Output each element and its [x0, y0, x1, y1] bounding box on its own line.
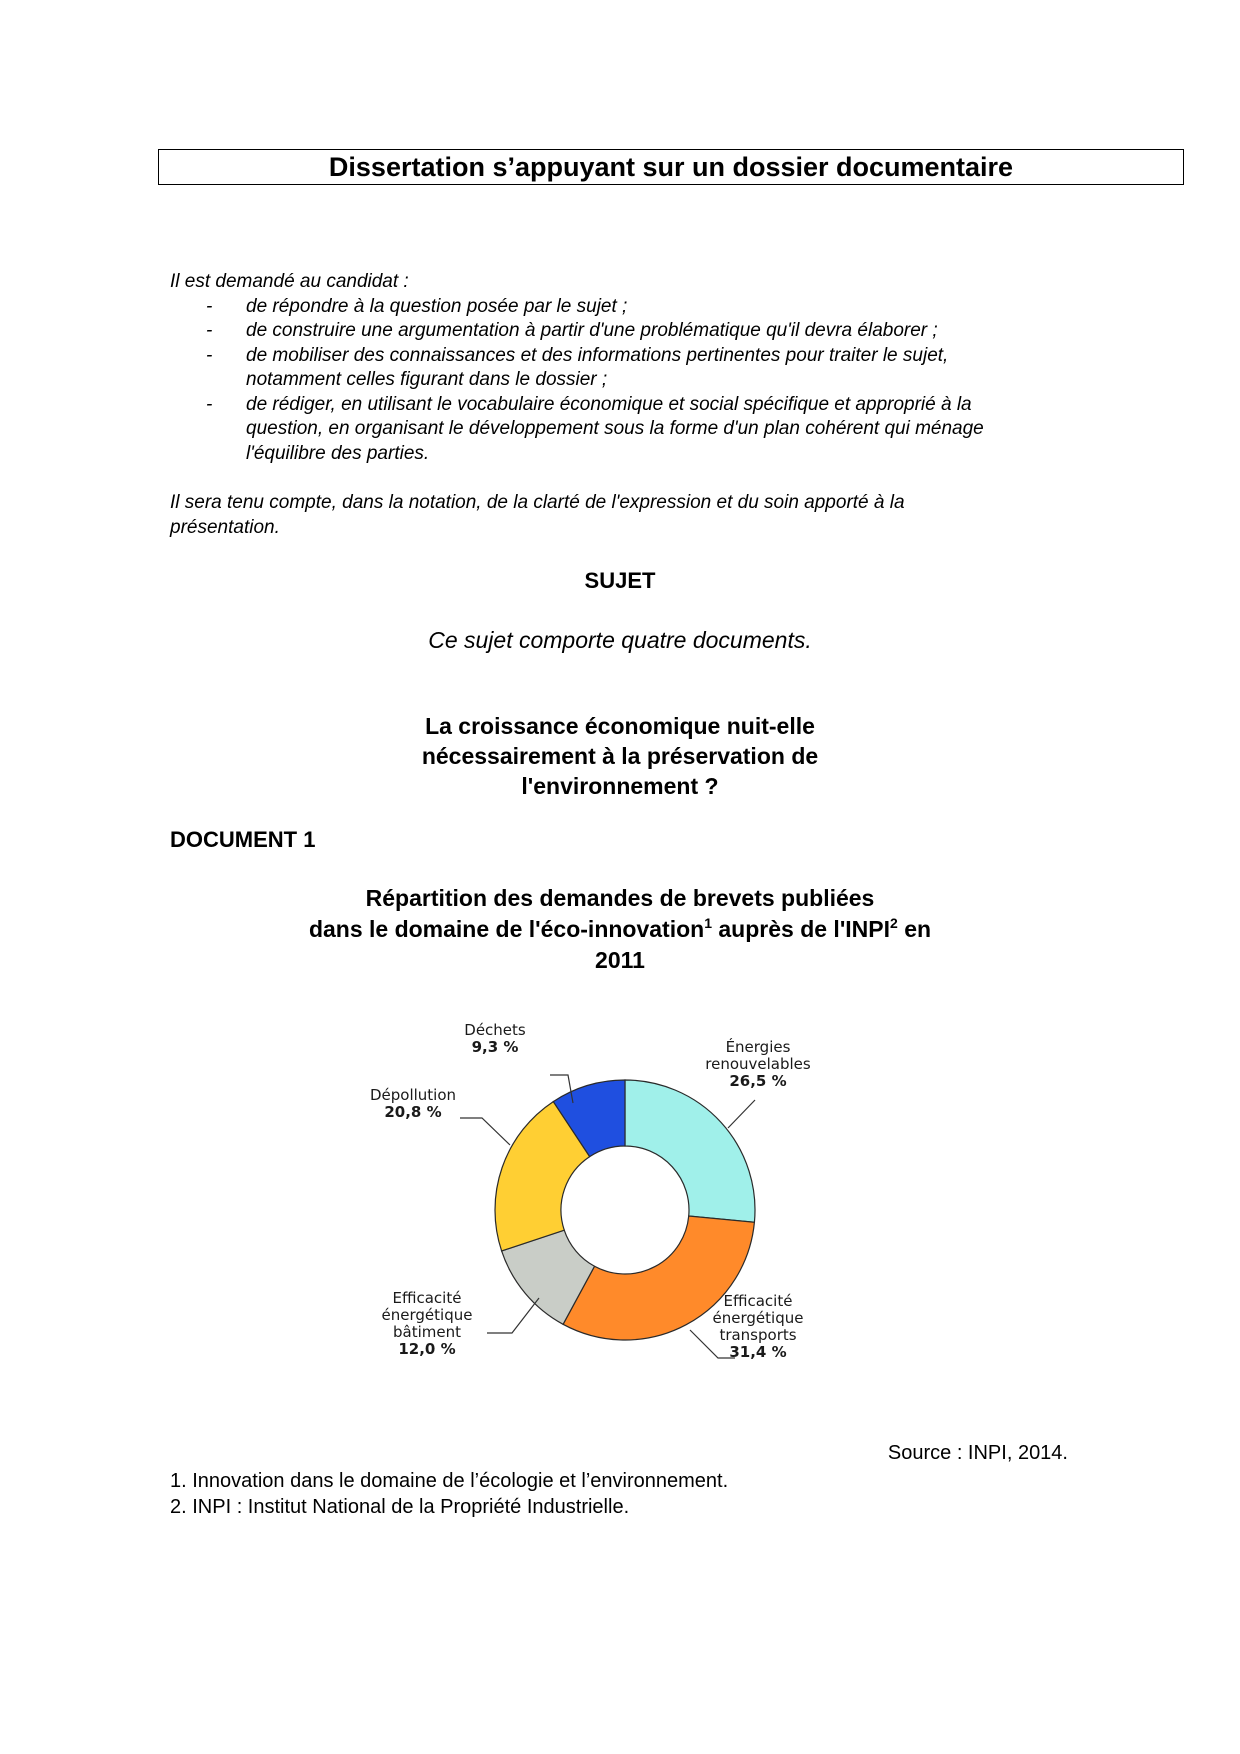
list-item-line: de rédiger, en utilisant le vocabulaire économique et social spécifique et approprié à la [246, 393, 972, 415]
document-title-line: 2011 [595, 947, 645, 973]
list-dash: - [206, 393, 213, 415]
instructions [170, 270, 1100, 466]
list-dash: - [206, 295, 213, 317]
donut-chart-svg [360, 1000, 880, 1400]
document-title [0, 883, 1240, 976]
list-item [170, 344, 1100, 393]
list-item-line: de mobiliser des connaissances et des informations pertinentes pour traiter le sujet, [246, 344, 949, 366]
question-line: La croissance économique nuit-elle [425, 713, 815, 739]
slice-value-label: 12,0 % [398, 1340, 456, 1358]
slice-category-label: bâtiment [393, 1323, 461, 1341]
question-line: l'environnement ? [521, 773, 719, 799]
slice-category-label: Efficacité [392, 1289, 462, 1307]
leader-line [487, 1298, 539, 1333]
slice-category-label: énergétique [381, 1306, 473, 1324]
slice-category-label: Déchets [464, 1021, 526, 1039]
subject-heading: SUJET [584, 568, 656, 593]
grading-note [170, 491, 1070, 540]
documents-note: Ce sujet comporte quatre documents. [428, 627, 812, 653]
leader-line [460, 1118, 510, 1145]
slice-value-label: 20,8 % [384, 1103, 442, 1121]
title-text: dans le domaine de l'éco-innovation [308, 916, 705, 942]
source-citation: Source : INPI, 2014. [887, 1442, 1068, 1464]
instructions-list [170, 295, 1100, 467]
list-item-line: de répondre à la question posée par le sujet ; [246, 295, 628, 317]
leader-line [728, 1100, 755, 1128]
list-dash: - [206, 344, 213, 366]
slice-category-label: Dépollution [369, 1086, 457, 1104]
slice-category-label: Énergies [725, 1038, 791, 1056]
slice-category-label: renouvelables [705, 1055, 811, 1073]
slice-value-label: 31,4 % [729, 1343, 787, 1361]
footnote: 1. Innovation dans le domaine de l’écologie et l’environnement. [170, 1470, 729, 1492]
slice-category-label: transports [719, 1326, 797, 1344]
title-text: auprès de l'INPI [712, 916, 891, 942]
footnote-ref: 1 [704, 915, 712, 931]
slice-category-label: Efficacité [723, 1292, 793, 1310]
footnote: 2. INPI : Institut National de la Propriété Industrielle. [170, 1496, 630, 1518]
page-title: Dissertation s’appuyant sur un dossier documentaire [158, 149, 1184, 185]
list-item [170, 319, 1100, 344]
list-item-line: de construire une argumentation à partir d'une problématique qu'il devra élaborer ; [246, 320, 938, 341]
slice-value-label: 26,5 % [729, 1072, 787, 1090]
grading-line: présentation. [170, 516, 280, 538]
instructions-intro: Il est demandé au candidat : [170, 271, 409, 292]
subject-question [0, 711, 1240, 801]
slice-value-label: 9,3 % [471, 1038, 519, 1056]
document-label: DOCUMENT 1 [170, 827, 316, 852]
grading-line: Il sera tenu compte, dans la notation, de la clarté de l'expression et du soin apporté à la [170, 492, 905, 513]
list-item [170, 295, 1100, 320]
footnote-ref: 2 [890, 915, 898, 931]
donut-slice [625, 1080, 755, 1222]
slice-category-label: énergétique [712, 1309, 804, 1327]
title-text: en [897, 916, 932, 942]
list-item-line: notamment celles figurant dans le dossier ; [246, 369, 608, 390]
document-title-line [0, 914, 1240, 945]
footnotes [170, 1468, 728, 1520]
list-item-line: l'équilibre des parties. [246, 442, 430, 464]
list-item-line: question, en organisant le développement sous la forme d'un plan cohérent qui ménage [246, 418, 984, 439]
question-line: nécessairement à la préservation de [421, 743, 819, 769]
document-title-line: Répartition des demandes de brevets publiées [365, 885, 875, 911]
list-item [170, 393, 1100, 467]
donut-chart [360, 1000, 880, 1400]
list-dash: - [206, 320, 213, 341]
